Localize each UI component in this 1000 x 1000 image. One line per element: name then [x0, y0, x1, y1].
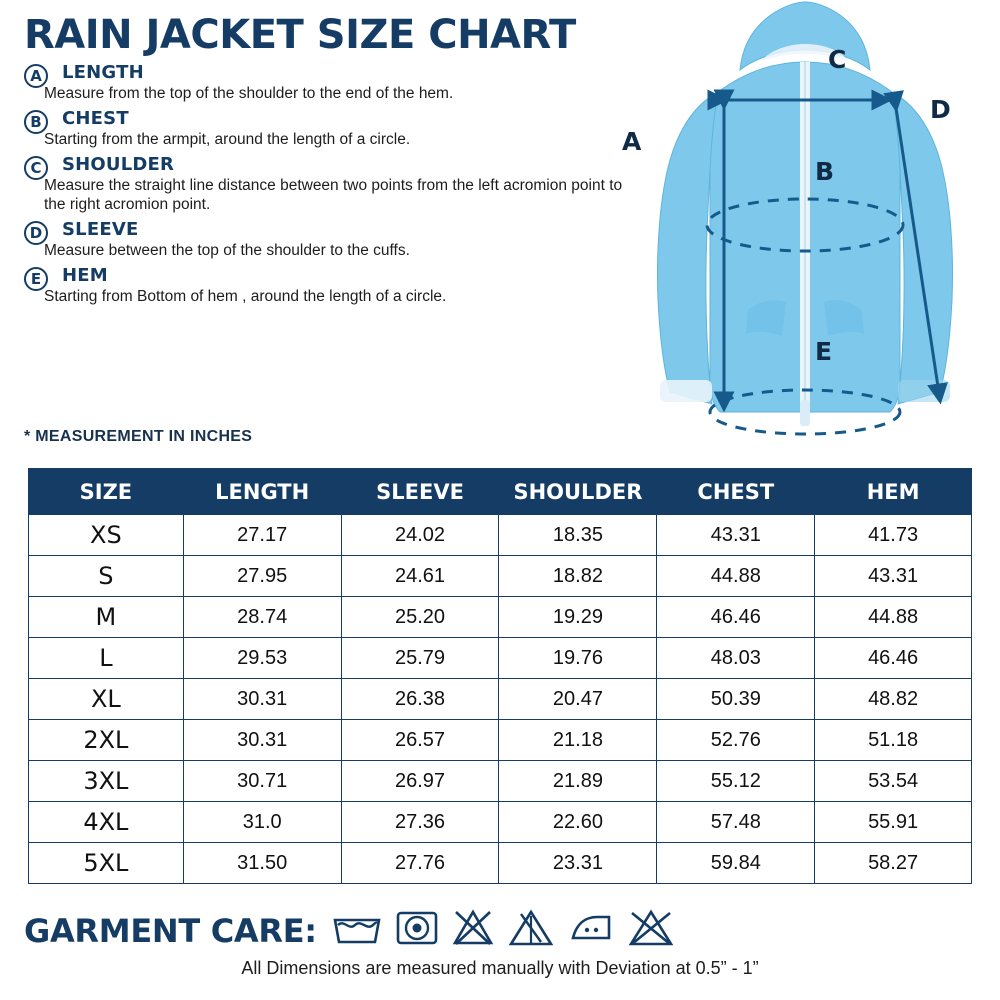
cell-chest: 59.84 [657, 843, 815, 884]
garment-care-title: GARMENT CARE: [24, 911, 317, 950]
legend-desc-hem: Starting from Bottom of hem , around the length of a circle. [44, 288, 447, 306]
cell-chest: 46.46 [657, 597, 815, 638]
badge-b: B [24, 110, 48, 134]
cell-sleeve: 26.38 [341, 679, 499, 720]
hand-wash-icon [331, 908, 383, 953]
cell-shoulder: 19.76 [499, 638, 657, 679]
garment-care-section [24, 908, 675, 953]
cell-hem: 44.88 [815, 597, 972, 638]
cell-length: 29.53 [183, 638, 341, 679]
cell-chest: 43.31 [657, 515, 815, 556]
legend-desc-sleeve: Measure between the top of the shoulder to the cuffs. [44, 242, 410, 260]
do-not-bleach-icon [451, 908, 495, 953]
marker-c: C [828, 45, 847, 74]
cell-size: XS [29, 515, 184, 556]
table-row [29, 843, 972, 884]
cell-length: 28.74 [183, 597, 341, 638]
legend-desc-length: Measure from the top of the shoulder to the end of the hem. [44, 85, 454, 102]
legend-item-sleeve [24, 219, 624, 261]
table-row [29, 556, 972, 597]
cell-hem: 58.27 [815, 843, 972, 884]
cell-size: S [29, 556, 184, 597]
table-row [29, 802, 972, 843]
measurement-unit-note: * MEASUREMENT IN INCHES [24, 428, 253, 445]
cell-hem: 43.31 [815, 556, 972, 597]
marker-d: D [930, 95, 951, 124]
legend-item-hem [24, 265, 624, 307]
cell-sleeve: 25.20 [341, 597, 499, 638]
legend-label-length: LENGTH [62, 62, 144, 83]
cell-size: M [29, 597, 184, 638]
header-shoulder: SHOULDER [499, 469, 657, 515]
legend-label-shoulder: SHOULDER [62, 153, 175, 175]
measurement-legend [24, 62, 624, 311]
header-chest: CHEST [657, 469, 815, 515]
marker-b: B [815, 157, 835, 186]
header-sleeve: SLEEVE [341, 469, 499, 515]
cell-hem: 51.18 [815, 720, 972, 761]
legend-label-sleeve: SLEEVE [62, 219, 139, 241]
cell-sleeve: 27.76 [341, 843, 499, 884]
cell-length: 30.31 [183, 720, 341, 761]
marker-e: E [815, 337, 833, 366]
cell-hem: 46.46 [815, 638, 972, 679]
cell-length: 27.17 [183, 515, 341, 556]
cell-length: 30.71 [183, 761, 341, 802]
cell-size: L [29, 638, 184, 679]
cell-shoulder: 21.18 [499, 720, 657, 761]
table-row [29, 515, 972, 556]
cell-shoulder: 18.82 [499, 556, 657, 597]
deviation-note: All Dimensions are measured manually with Deviation at 0.5” - 1” [241, 958, 759, 978]
cell-chest: 44.88 [657, 556, 815, 597]
cell-chest: 50.39 [657, 679, 815, 720]
header-length: LENGTH [183, 469, 341, 515]
cell-shoulder: 20.47 [499, 679, 657, 720]
table-row [29, 638, 972, 679]
cell-size: XL [29, 679, 184, 720]
table-header-row [29, 469, 972, 515]
cell-size: 4XL [29, 802, 184, 843]
cell-length: 31.50 [183, 843, 341, 884]
garment-care-icons [331, 908, 675, 953]
cell-sleeve: 27.36 [341, 802, 499, 843]
cell-sleeve: 26.97 [341, 761, 499, 802]
cell-hem: 41.73 [815, 515, 972, 556]
cell-sleeve: 25.79 [341, 638, 499, 679]
cell-chest: 55.12 [657, 761, 815, 802]
badge-d: D [24, 221, 48, 245]
cell-length: 31.0 [183, 802, 341, 843]
page-title: RAIN JACKET SIZE CHART [24, 12, 576, 58]
iron-low-icon [567, 908, 615, 953]
legend-label-hem: HEM [62, 265, 108, 287]
header-size: SIZE [29, 469, 184, 515]
cell-chest: 57.48 [657, 802, 815, 843]
legend-item-chest [24, 108, 624, 150]
cell-shoulder: 23.31 [499, 843, 657, 884]
legend-desc-shoulder: Measure the straight line distance between two points from the left acromion point to the right acromion point. [44, 176, 623, 214]
size-table [28, 468, 972, 884]
badge-a: A [24, 64, 48, 88]
table-row [29, 679, 972, 720]
cell-chest: 52.76 [657, 720, 815, 761]
cell-shoulder: 19.29 [499, 597, 657, 638]
cell-chest: 48.03 [657, 638, 815, 679]
cell-sleeve: 24.02 [341, 515, 499, 556]
legend-item-length [24, 62, 624, 104]
cell-sleeve: 24.61 [341, 556, 499, 597]
badge-e: E [24, 267, 48, 291]
cell-hem: 48.82 [815, 679, 972, 720]
table-row [29, 720, 972, 761]
table-row [29, 761, 972, 802]
cell-hem: 53.54 [815, 761, 972, 802]
cell-shoulder: 18.35 [499, 515, 657, 556]
cell-size: 3XL [29, 761, 184, 802]
legend-label-chest: CHEST [62, 107, 129, 129]
cell-size: 5XL [29, 843, 184, 884]
table-row [29, 597, 972, 638]
do-not-wring-icon [507, 908, 555, 953]
tumble-dry-low-icon [395, 908, 439, 953]
legend-item-shoulder [24, 154, 624, 216]
badge-c: C [24, 156, 48, 180]
jacket-illustration [600, 0, 1000, 460]
cell-shoulder: 21.89 [499, 761, 657, 802]
cell-length: 30.31 [183, 679, 341, 720]
legend-desc-chest: Starting from the armpit, around the length of a circle. [44, 130, 411, 148]
do-not-dry-clean-icon [627, 908, 675, 953]
marker-a: A [622, 127, 642, 156]
cell-hem: 55.91 [815, 802, 972, 843]
cell-size: 2XL [29, 720, 184, 761]
cell-shoulder: 22.60 [499, 802, 657, 843]
cell-sleeve: 26.57 [341, 720, 499, 761]
header-hem: HEM [815, 469, 972, 515]
cell-length: 27.95 [183, 556, 341, 597]
